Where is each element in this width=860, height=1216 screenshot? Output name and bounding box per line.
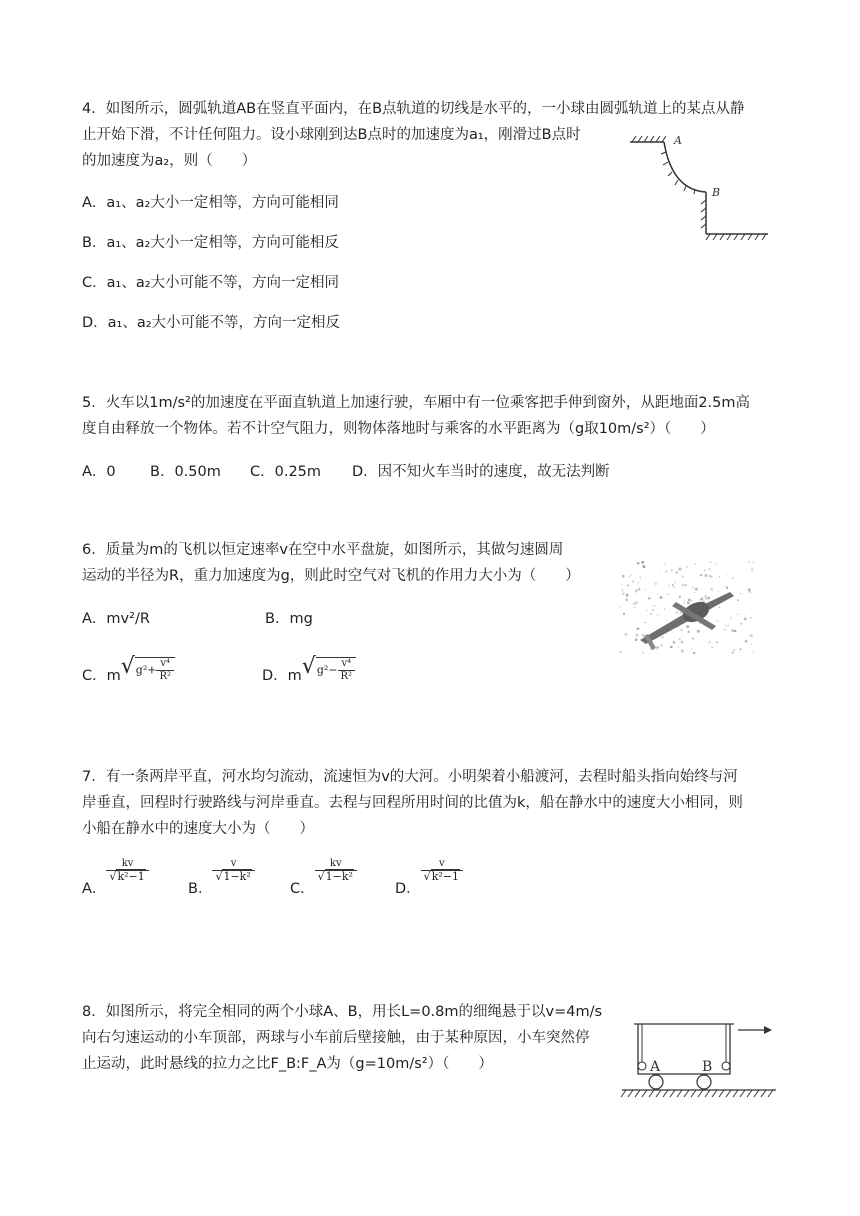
q4-option-a: A．a₁、a₂大小一定相等，方向可能相同 (82, 195, 339, 211)
q6-option-d-radical: √g²− $\frac{\text{v⁴}}{\text{R²}}$ (302, 654, 356, 683)
question-8 (82, 999, 622, 1077)
q6-airplane-image (612, 556, 762, 660)
q7-option-c: C． $\frac{kv}{\text{√1−k²}}$ (290, 858, 357, 898)
q5-line-2: 度自由释放一个物体。若不计空气阻力，则物体落地时与乘客的水平距离为（g取10m/s²）（ ） (82, 421, 715, 437)
q6-option-d-frac-num: v⁴ (341, 658, 352, 669)
q5-option-d: D．因不知火车当时的速度，故无法判断 (352, 464, 610, 480)
q8-line-3: 止运动，此时悬线的拉力之比F_B:F_A为（g=10m/s²）（ ） (82, 1056, 493, 1072)
q6-option-c-radical: √g²+ $\frac{\text{v⁴}}{\text{R²}}$ (121, 654, 175, 683)
q7-option-d: D． $\frac{v}{\text{√k²−1}}$ (395, 858, 463, 898)
q6-option-a: A．mv²/R (82, 611, 150, 627)
q6-option-c-frac-num: v⁴ (160, 658, 171, 669)
q4-option-c: C．a₁、a₂大小可能不等，方向一定相同 (82, 275, 340, 291)
q5-option-c: C．0.25m (250, 464, 322, 480)
q7-option-a-den: k²−1 (117, 870, 145, 883)
q6-option-c-expr: g²+ (135, 663, 157, 677)
q8-line-2: 向右匀速运动的小车顶部，两球与小车前后壁接触，由于某种原因，小车突然停 (82, 1030, 590, 1046)
q5-option-b: B．0.50m (150, 464, 221, 480)
q4-line-2: 止开始下滑，不计任何阻力。设小球刚到达B点时的加速度为a₁，刚滑过B点时 (82, 127, 581, 143)
q6-option-c-prefix: C．m (82, 668, 121, 684)
q6-option-d-prefix: D．m (262, 668, 302, 684)
q4-arc-track-figure (622, 130, 772, 242)
q7-option-c-num: kv (329, 858, 342, 869)
q7-line-2: 岸垂直，回程时行驶路线与河岸垂直。去程与回程所用时间的比值为k，船在静水中的速度大小相同，则 (82, 795, 743, 811)
q5-line-1: 5．火车以1m/s²的加速度在平面直轨道上加速行驶，车厢中有一位乘客把手伸到窗外，从距地面2.5m高 (82, 395, 751, 411)
q4-line-1: 4．如图所示，圆弧轨道AB在竖直平面内，在B点轨道的切线是水平的，一小球由圆弧轨道上的某点从静 (82, 101, 745, 117)
q4-option-d: D．a₁、a₂大小可能不等，方向一定相反 (82, 315, 341, 331)
q7-option-d-num: v (439, 858, 445, 869)
q7-option-a-label: A． (82, 881, 107, 897)
q6-line-1: 6．质量为m的飞机以恒定速率v在空中水平盘旋，如图所示，其做匀速圆周 (82, 542, 564, 558)
q7-option-a: A． $\frac{kv}{\text{√k²−1}}$ (82, 858, 149, 898)
q7-option-b-num: v (230, 858, 237, 869)
q7-option-b: B． $\frac{v}{\text{√1−k²}}$ (188, 858, 255, 898)
q7-option-c-label: C． (290, 881, 315, 897)
q7-option-b-label: B． (188, 881, 213, 897)
q6-option-c (82, 654, 175, 685)
question-5 (82, 390, 782, 442)
q8-label-a: A (650, 1059, 661, 1075)
q6-option-d (262, 654, 356, 685)
q7-line-1: 7．有一条两岸平直，河水均匀流动，流速恒为v的大河。小明架着小船渡河，去程时船头指向始终与河 (82, 769, 738, 785)
question-6 (82, 537, 622, 589)
q6-line-2: 运动的半径为R，重力加速度为g，则此时空气对飞机的作用力大小为（ ） (82, 568, 580, 584)
q8-line-1: 8．如图所示，将完全相同的两个小球A、B，用长L=0.8m的细绳悬于以v=4m/s (82, 1004, 603, 1020)
q6-option-d-expr: g²− (316, 663, 338, 677)
q4-label-a: A (674, 134, 682, 147)
question-7 (82, 764, 782, 842)
q8-label-b: B (702, 1059, 713, 1075)
q6-option-b: B．mg (265, 611, 313, 627)
q7-option-c-den: 1−k² (325, 870, 353, 883)
q4-option-b: B．a₁、a₂大小一定相等，方向可能相反 (82, 235, 339, 251)
q7-option-b-den: 1−k² (223, 870, 251, 883)
q6-option-d-frac-den: R² (338, 670, 356, 683)
q4-line-3: 的加速度为a₂，则（ ） (82, 153, 257, 169)
q7-line-3: 小船在静水中的速度大小为（ ） (82, 821, 314, 837)
q6-option-c-frac-den: R² (156, 670, 174, 683)
q4-label-b: B (712, 186, 721, 199)
q8-cart-figure (618, 1018, 786, 1100)
q7-option-d-den: k²−1 (431, 870, 459, 883)
q5-option-a: A．0 (82, 464, 116, 480)
q7-option-a-num: kv (121, 858, 134, 869)
q7-option-d-label: D． (395, 881, 421, 897)
